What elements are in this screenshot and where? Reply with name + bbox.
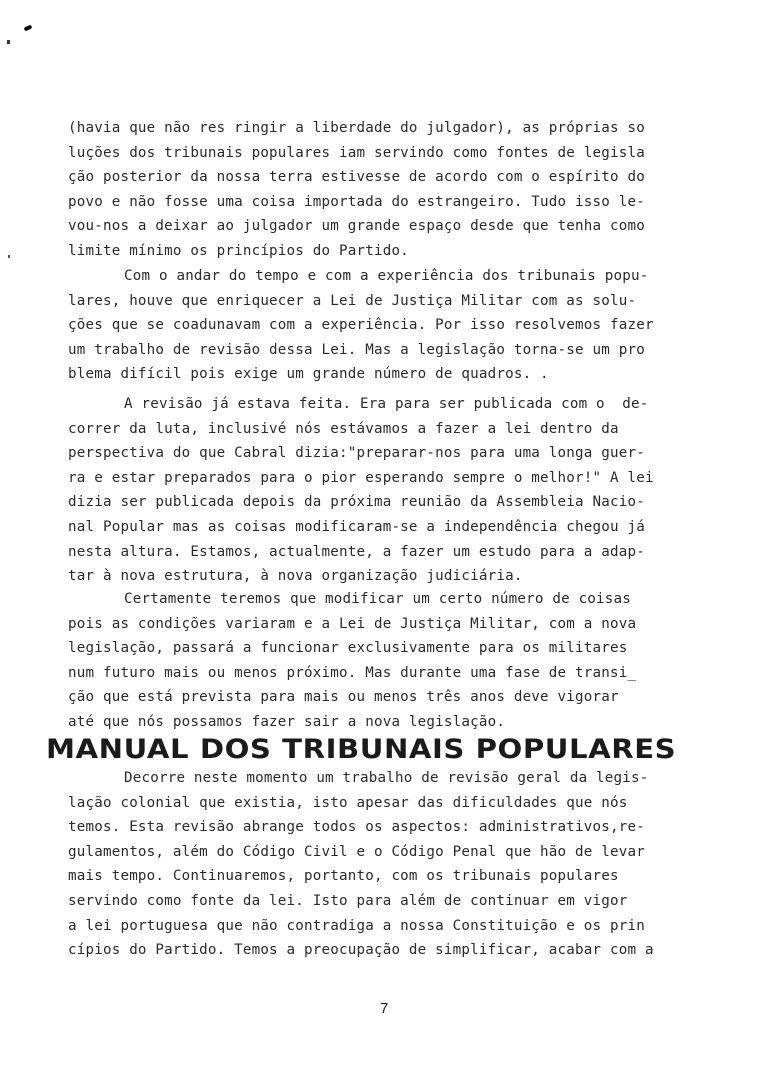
- paragraph-4: [68, 587, 728, 735]
- page-number: 7: [380, 1000, 389, 1017]
- text-line: temos. Esta revisão abrange todos os aspectos: administrativos,re-: [68, 819, 645, 836]
- text-line: ção posterior da nossa terra estivesse de acordo com o espírito do: [68, 169, 645, 186]
- text-line: limite mínimo os princípios do Partido.: [68, 242, 409, 259]
- text-line: pois as condições variaram e a Lei de Justiça Militar, com a nova: [68, 615, 637, 632]
- text-line: (havia que não res ringir a liberdade do julgador), as próprias so: [68, 120, 645, 136]
- text-line: servindo como fonte da lei. Isto para além de continuar em vigor: [68, 892, 628, 909]
- text-line: tar à nova estrutura, à nova organização judiciária.: [68, 568, 523, 585]
- text-line: dizia ser publicada depois da próxima reunião da Assembleia Nacio-: [68, 494, 645, 511]
- text-line: nal Popular mas as coisas modificaram-se a independência chegou já: [68, 518, 645, 535]
- text-line: cípios do Partido. Temos a preocupação de simplificar, acabar com a: [68, 942, 654, 959]
- paragraph-2: [68, 264, 728, 387]
- text-line: nesta altura. Estamos, actualmente, a fazer um estudo para a adap-: [68, 543, 645, 560]
- scan-speck: [8, 255, 10, 258]
- paragraph-3: [68, 392, 728, 589]
- text-line: até que nós possamos fazer sair a nova legislação.: [68, 713, 506, 730]
- paragraph-1: [68, 116, 728, 264]
- text-line: vou-nos a deixar ao julgador um grande espaço desde que tenha como: [68, 218, 645, 235]
- section-heading: MANUAL DOS TRIBUNAIS POPULARES: [46, 734, 677, 765]
- text-line: legislação, passará a funcionar exclusivamente para os militares: [68, 640, 628, 657]
- text-line: ra e estar preparados para o pior esperando sempre o melhor!" A lei: [68, 469, 654, 486]
- text-line: blema difícil pois exige um grande número de quadros. .: [68, 366, 549, 383]
- text-line: povo e não fosse uma coisa importada do estrangeiro. Tudo isso le-: [68, 193, 645, 210]
- text-line: luções dos tribunais populares iam servindo como fontes de legisla: [68, 144, 645, 161]
- text-line: correr da luta, inclusivé nós estávamos a fazer a lei dentro da: [68, 420, 619, 437]
- text-line: lares, houve que enriquecer a Lei de Justiça Militar com as solu-: [68, 292, 637, 309]
- text-line: um trabalho de revisão dessa Lei. Mas a legislação torna-se um pro: [68, 341, 645, 358]
- text-line: Certamente teremos que modificar um certo número de coisas: [124, 591, 632, 607]
- scan-speck: [7, 40, 10, 44]
- paragraph-5: [68, 766, 728, 963]
- text-line: a lei portuguesa que não contradiga a nossa Constituição e os prin: [68, 917, 645, 934]
- text-line: ção que está prevista para mais ou menos três anos deve vigorar: [68, 689, 619, 706]
- text-line: lação colonial que existia, isto apesar das dificuldades que nós: [68, 794, 628, 811]
- text-line: gulamentos, além do Código Civil e o Código Penal que hão de levar: [68, 843, 645, 860]
- text-line: A revisão já estava feita. Era para ser publicada com o de-: [124, 396, 649, 412]
- text-line: Com o andar do tempo e com a experiência dos tribunais popu-: [124, 268, 649, 284]
- text-line: ções que se coadunavam com a experiência. Por isso resolvemos fazer: [68, 317, 654, 334]
- scan-speck: [24, 24, 33, 31]
- text-line: mais tempo. Continuaremos, portanto, com os tribunais populares: [68, 868, 619, 885]
- text-line: num futuro mais ou menos próximo. Mas durante uma fase de transi_: [68, 664, 637, 681]
- text-line: perspectiva do que Cabral dizia:"preparar-nos para uma longa guer-: [68, 445, 645, 462]
- text-line: Decorre neste momento um trabalho de revisão geral da legis-: [124, 770, 649, 786]
